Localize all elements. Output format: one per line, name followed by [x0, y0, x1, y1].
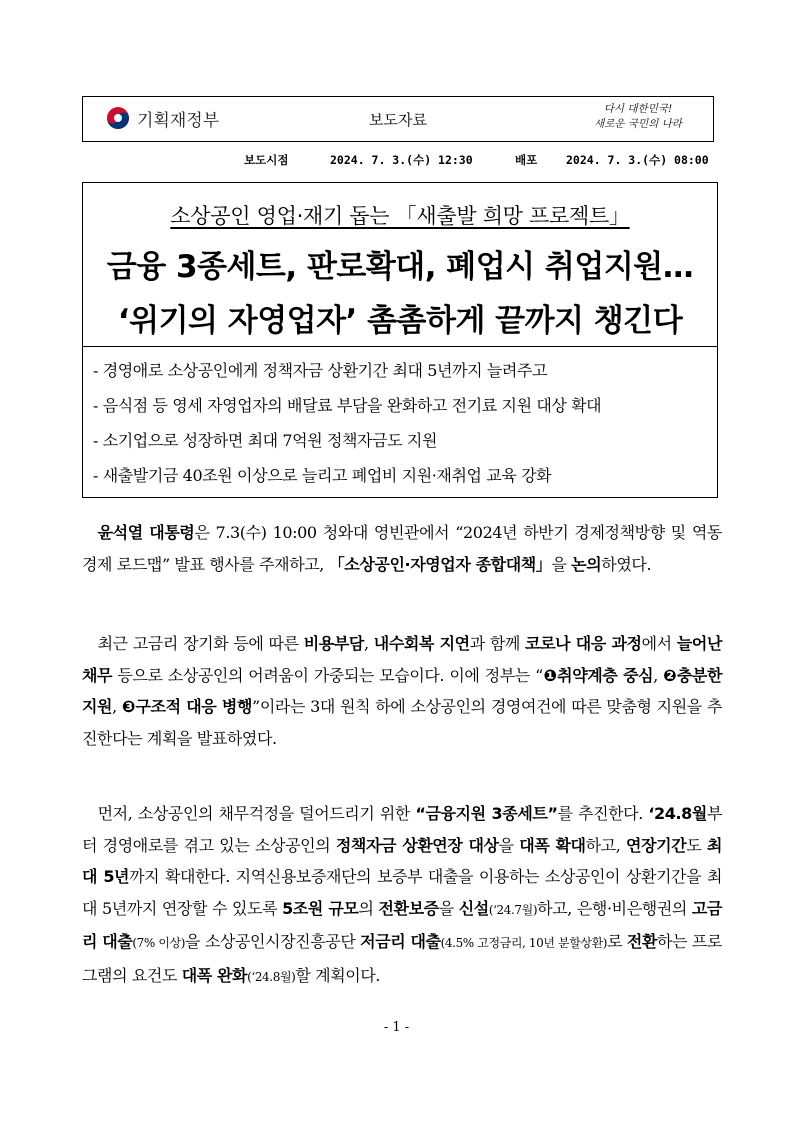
body-paragraph-1 [82, 517, 722, 580]
embargo-value: 2024. 7. 3.(수) 12:30 [330, 153, 473, 167]
text: , [653, 665, 664, 685]
emphasis: 최대 5년 [82, 835, 722, 886]
body-paragraph-3 [82, 798, 722, 993]
emphasis: ❶취약계층 중심 [542, 665, 654, 685]
text: 에서 [641, 634, 677, 653]
text: 하였다. [601, 554, 652, 574]
emphasis: 정책자금 상환연장 대상 [335, 835, 499, 855]
text: 하는 프로그램의 요건도 [82, 932, 722, 985]
headline-subtitle: 소상공인 영업·재기 돕는 「새출발 희망 프로젝트」 [170, 204, 630, 228]
ministry-name: 기획재정부 [137, 110, 220, 131]
distribution-label: 배포 [515, 153, 538, 167]
text: 를 추진한다. [557, 804, 649, 823]
emphasis: 늘어난 채무 [82, 634, 722, 685]
release-dates [0, 152, 793, 168]
embargo-label: 보도시점 [244, 153, 289, 167]
page-number: - 1 - [383, 1020, 410, 1035]
text: 까지 확대한다. 지역신용보증재단의 보증부 대출을 이용하는 소상공인이 상환기간을 최대 5년까지 연장할 수 있도록 [82, 867, 722, 918]
emphasis: 저금리 대출 [360, 932, 441, 951]
text: 도 [686, 835, 707, 855]
text: 최근 고금리 장기화 등에 따른 [97, 634, 304, 653]
text: 을 소상공인시장진흥공단 [185, 932, 361, 951]
slogan-line-1: 다시 대한민국! [603, 103, 673, 115]
headline-title-line-1: 금융 3종세트, 판로확대, 폐업시 취업지원… [106, 249, 694, 285]
note: (‘24.8월) [247, 969, 296, 984]
emphasis: ‘24.8월 [648, 804, 707, 823]
headline-divider [83, 346, 717, 347]
document-type-label: 보도자료 [369, 111, 427, 129]
text: 하고, 은행·비은행권의 [537, 898, 692, 918]
emphasis: “금융지원 3종세트” [415, 804, 558, 823]
text: , [363, 634, 374, 653]
emphasis: 대폭 완화 [181, 965, 248, 985]
emphasis: 윤석열 대통령 [97, 523, 195, 542]
emphasis: 신설 [458, 898, 489, 918]
text: 하고, [585, 835, 627, 855]
emphasis: ❸구조적 대응 병행 [121, 697, 253, 716]
text: 의 [358, 898, 379, 918]
emphasis: 전환보증 [378, 898, 439, 918]
text: 과 함께 [469, 634, 526, 653]
body-paragraph-2 [82, 628, 722, 754]
text: ”이라는 3대 원칙 하에 소상공인의 경영여건에 따른 맞춤형 지원을 추진한다는 계획을 발표하였다. [82, 697, 723, 748]
summary-bullet: - 음식점 등 영세 자영업자의 배달료 부담을 완화하고 전기료 지원 대상 확대 [93, 396, 602, 415]
note: (7% 이상) [132, 936, 186, 950]
text: 을 [498, 835, 520, 855]
emphasis: 고금리 대출 [82, 898, 722, 951]
headline-title-line-2: ‘위기의 자영업자’ 촘촘하게 끝까지 챙긴다 [117, 303, 683, 339]
note: (4.5% 고정금리, 10년 분할상환) [440, 936, 608, 950]
note: (‘24.7월) [488, 902, 538, 917]
emphasis: 비용부담 [303, 634, 364, 653]
text: 로 [607, 932, 627, 951]
text: 을 [551, 554, 572, 574]
emphasis: 논의 [571, 554, 602, 574]
emphasis: 전환 [626, 932, 658, 951]
emphasis: 5조원 규모 [282, 898, 359, 918]
text: 할 계획이다. [295, 965, 381, 985]
emphasis: 코로나 대응 과정 [525, 634, 642, 653]
emphasis: 내수회복 지연 [373, 634, 470, 653]
slogan-line-2: 새로운 국민의 나라 [594, 118, 682, 130]
text: 등으로 소상공인의 어려움이 가중되는 모습이다. 이에 정부는 “ [112, 665, 543, 685]
emphasis: 「소상공인·자영업자 종합대책」 [328, 554, 552, 574]
text: 먼저, 소상공인의 채무걱정을 덜어드리기 위한 [97, 804, 416, 823]
headline-box [82, 182, 718, 498]
emphasis: 연장기간 [626, 835, 687, 855]
emphasis: 대폭 확대 [519, 835, 586, 855]
summary-bullet-list [93, 353, 601, 493]
summary-bullet: - 경영애로 소상공인에게 정책자금 상환기간 최대 5년까지 늘려주고 [93, 361, 548, 380]
text: , [112, 697, 122, 716]
slogan-handwriting [583, 102, 693, 132]
press-release-header [82, 96, 714, 142]
emphasis: ❷충분한 지원 [82, 665, 723, 716]
text: 은 7.3(수) 10:00 청와대 영빈관에서 “2024년 하반기 경제정책방향 및 역동경제 로드맵” 발표 행사를 주재하고, [82, 523, 722, 574]
text: 을 [438, 898, 459, 918]
summary-bullet: - 소기업으로 성장하면 최대 7억원 정책자금도 지원 [93, 431, 438, 450]
distribution-value: 2024. 7. 3.(수) 08:00 [566, 153, 709, 167]
text: 부터 경영애로를 겪고 있는 소상공인의 [82, 804, 722, 855]
summary-bullet: - 새출발기금 40조원 이상으로 늘리고 폐업비 지원·재취업 교육 강화 [93, 466, 552, 485]
